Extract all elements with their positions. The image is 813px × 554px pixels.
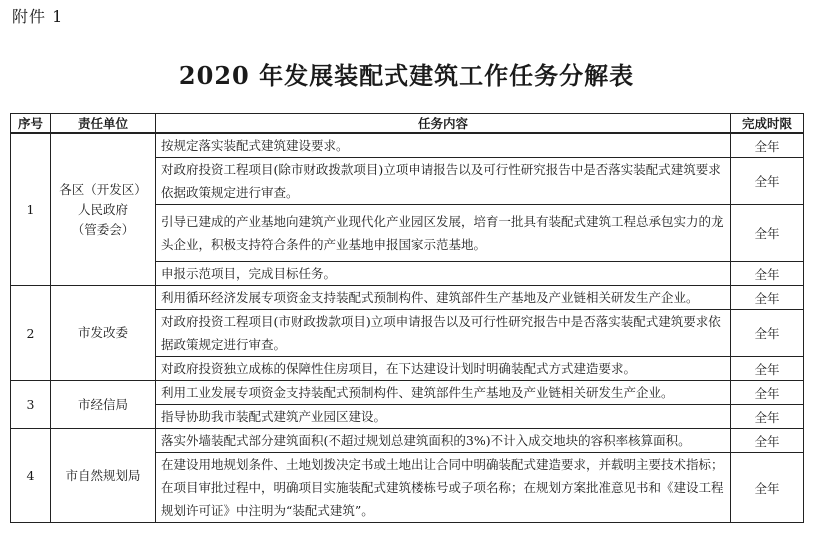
unit-line: （管委会） <box>71 221 135 237</box>
task-table <box>10 113 804 523</box>
table-body <box>11 133 804 523</box>
deadline-cell: 全年 <box>731 133 804 158</box>
task-cell: 对政府投资独立成栋的保障性住房项目，在下达建设计划时明确装配式方式建造要求。 <box>156 357 731 381</box>
unit-line: 人民政府 <box>77 201 128 217</box>
task-cell: 利用循环经济发展专项资金支持装配式预制构件、建筑部件生产基地及产业链相关研发生产企业。 <box>156 286 731 310</box>
unit-line: 市自然规划局 <box>65 467 141 483</box>
deadline-cell: 全年 <box>731 158 804 205</box>
attachment-label: 附件 1 <box>12 7 64 26</box>
unit-cell <box>51 429 156 523</box>
task-cell: 落实外墙装配式部分建筑面积(不超过规划总建筑面积的3%)不计入成交地块的容积率核算面积。 <box>156 429 731 453</box>
unit-line: 各区（开发区） <box>59 181 147 197</box>
deadline-cell: 全年 <box>731 205 804 262</box>
task-cell: 在建设用地规划条件、土地划拨决定书或土地出让合同中明确装配式建造要求，并载明主要技术指标；在项目审批过程中，明确项目实施装配式建筑楼栋号或子项名称；在规划方案批准意见书和《建设工程规划许可证》中注明为“装配式建筑”。 <box>156 453 731 523</box>
header-deadline: 完成时限 <box>731 114 804 134</box>
unit-line: 市经信局 <box>77 396 128 412</box>
task-cell: 按规定落实装配式建筑建设要求。 <box>156 133 731 158</box>
task-cell: 对政府投资工程项目(市财政拨款项目)立项申请报告以及可行性研究报告中是否落实装配式建筑要求依据政策规定进行审查。 <box>156 310 731 357</box>
deadline-cell: 全年 <box>731 405 804 429</box>
seq-cell: 1 <box>11 133 51 286</box>
deadline-cell: 全年 <box>731 357 804 381</box>
unit-line: 市发改委 <box>77 325 128 340</box>
deadline-cell: 全年 <box>731 381 804 405</box>
table-row <box>11 286 804 310</box>
seq-cell: 2 <box>11 286 51 381</box>
table-row <box>11 381 804 405</box>
deadline-cell: 全年 <box>731 286 804 310</box>
task-cell: 对政府投资工程项目(除市财政拨款项目)立项申请报告以及可行性研究报告中是否落实装配式建筑要求依据政策规定进行审查。 <box>156 158 731 205</box>
table-header-row <box>11 114 804 134</box>
seq-cell: 3 <box>11 381 51 429</box>
seq-cell: 4 <box>11 429 51 523</box>
table-row <box>11 133 804 158</box>
task-cell: 指导协助我市装配式建筑产业园区建设。 <box>156 405 731 429</box>
header-content: 任务内容 <box>156 114 731 134</box>
deadline-cell: 全年 <box>731 262 804 286</box>
task-cell: 引导已建成的产业基地向建筑产业现代化产业园区发展，培育一批具有装配式建筑工程总承包实力的龙头企业，积极支持符合条件的产业基地申报国家示范基地。 <box>156 205 731 262</box>
unit-cell <box>51 381 156 429</box>
deadline-cell: 全年 <box>731 310 804 357</box>
header-unit: 责任单位 <box>51 114 156 134</box>
task-cell: 利用工业发展专项资金支持装配式预制构件、建筑部件生产基地及产业链相关研发生产企业。 <box>156 381 731 405</box>
table-row <box>11 429 804 453</box>
task-cell: 申报示范项目，完成目标任务。 <box>156 262 731 286</box>
deadline-cell: 全年 <box>731 453 804 523</box>
page-title: 2020 年发展装配式建筑工作任务分解表 <box>178 61 635 90</box>
unit-cell <box>51 286 156 381</box>
unit-cell <box>51 133 156 286</box>
header-seq: 序号 <box>11 114 51 134</box>
deadline-cell: 全年 <box>731 429 804 453</box>
